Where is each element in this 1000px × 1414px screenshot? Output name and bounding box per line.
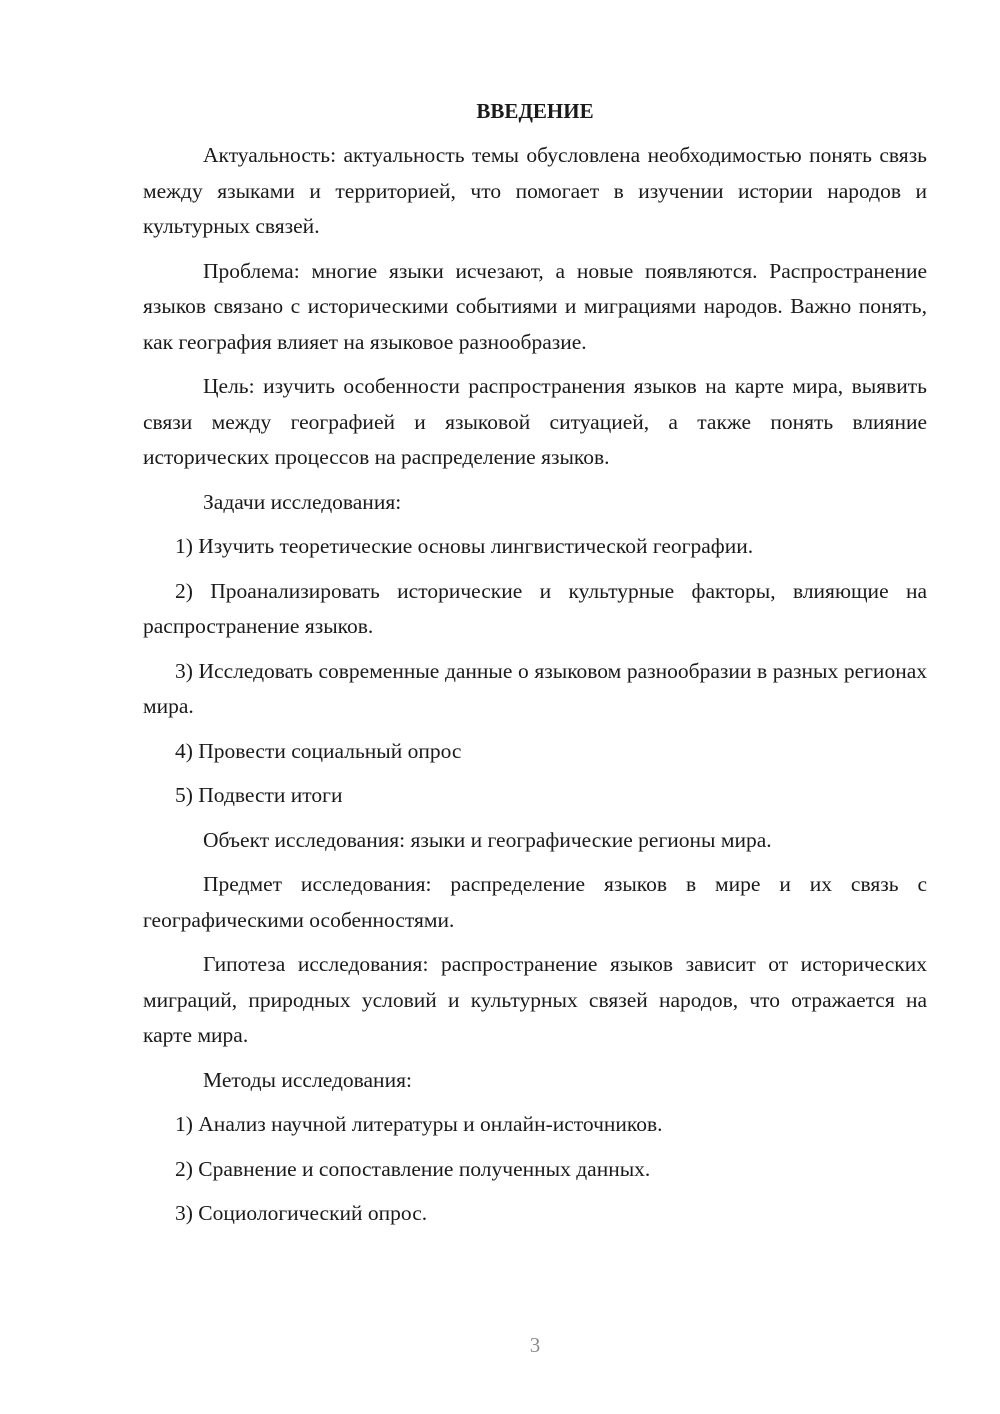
section-title: ВВЕДЕНИЕ xyxy=(476,99,594,123)
subject-paragraph: Предмет исследования: распределение языков в мире и их связь с географическими особенностями. xyxy=(143,872,927,932)
task-item-2: 2) Проанализировать исторические и культурные факторы, влияющие на распространение языков. xyxy=(143,578,927,638)
object-paragraph: Объект исследования: языки и географические регионы мира. xyxy=(203,827,772,852)
task-item-4: 4) Провести социальный опрос xyxy=(175,738,462,763)
hypothesis-paragraph: Гипотеза исследования: распространение языков зависит от исторических миграций, природных условий и культурных связей народов, что отражается на карте мира. xyxy=(143,952,927,1047)
task-item-1: 1) Изучить теоретические основы лингвистической географии. xyxy=(175,534,754,558)
task-item-3: 3) Исследовать современные данные о языковом разнообразии в разных регионах мира. xyxy=(143,658,927,718)
tasks-heading: Задачи исследования: xyxy=(203,489,402,514)
problem-paragraph: Проблема: многие языки исчезают, а новые появляются. Распространение языков связано с историческими событиями и миграциями народов. Важно понять, как география влияет на языковое разнообразие. xyxy=(143,258,927,354)
method-item-3: 3) Социологический опрос. xyxy=(175,1201,428,1225)
page-number: 3 xyxy=(529,1333,541,1357)
task-item-5: 5) Подвести итоги xyxy=(175,783,343,807)
method-item-2: 2) Сравнение и сопоставление полученных данных. xyxy=(175,1156,651,1181)
relevance-paragraph: Актуальность: актуальность темы обусловлена необходимостью понять связь между языками и территорией, что помогает в изучении истории народов и культурных связей. xyxy=(143,143,927,238)
page-content xyxy=(143,95,927,1241)
methods-heading: Методы исследования: xyxy=(203,1067,412,1092)
goal-paragraph: Цель: изучить особенности распространения языков на карте мира, выявить связи между географией и языковой ситуацией, а также понять влияние исторических процессов на распределение языков. xyxy=(143,374,927,469)
method-item-1: 1) Анализ научной литературы и онлайн-источников. xyxy=(175,1112,663,1136)
